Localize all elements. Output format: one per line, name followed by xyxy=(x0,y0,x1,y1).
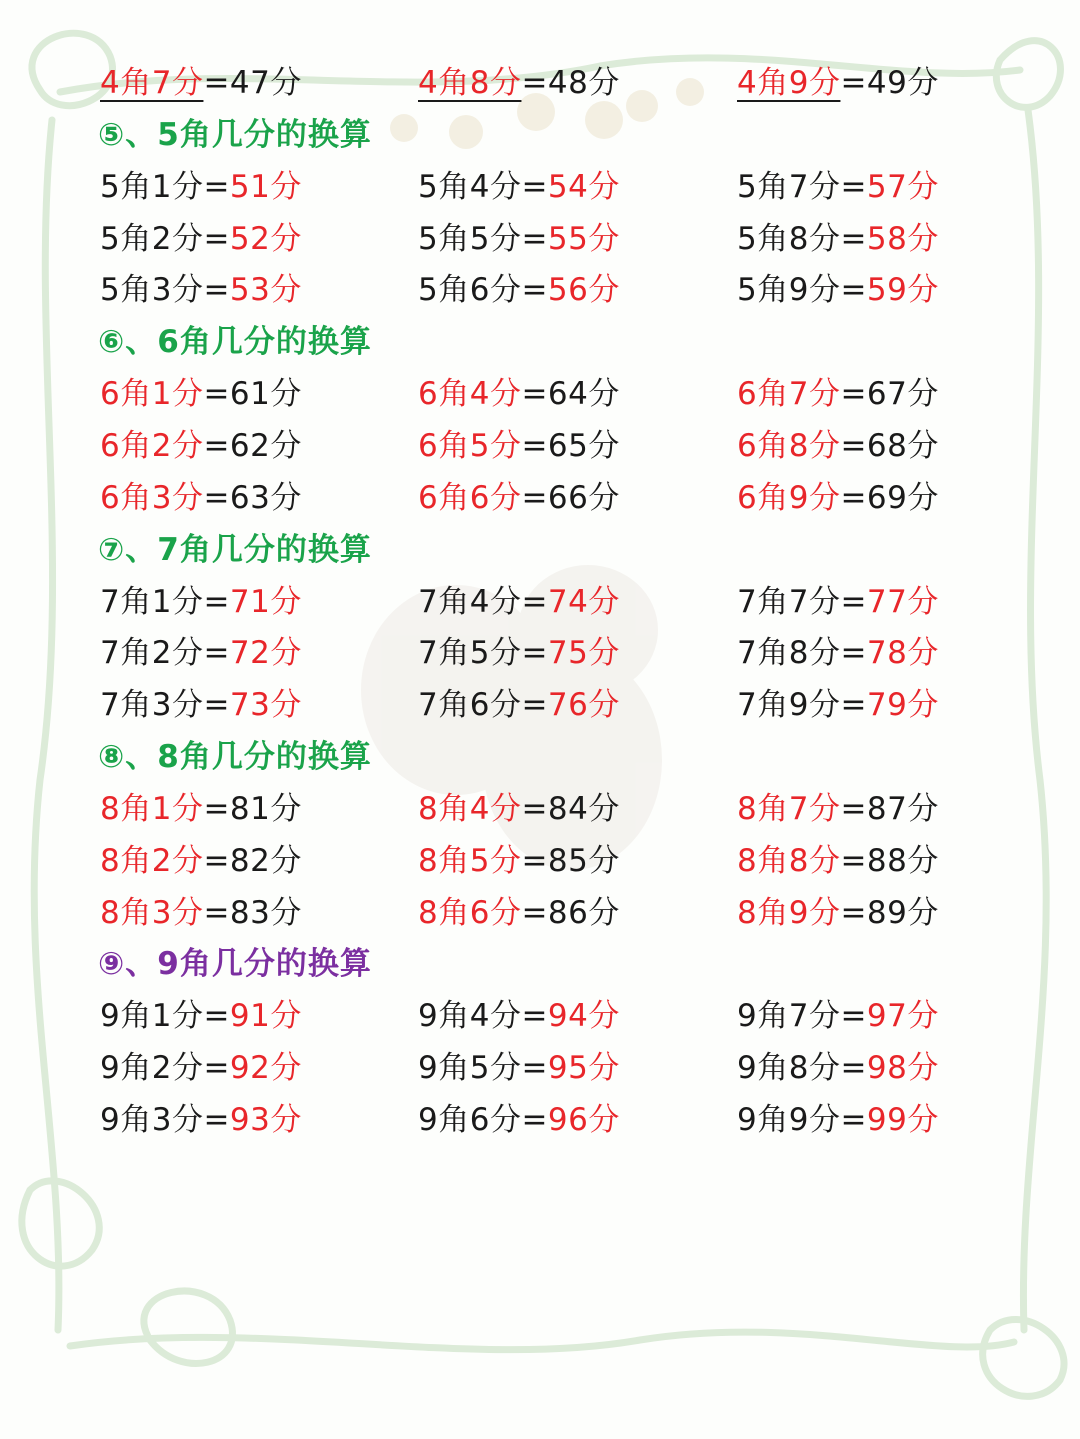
conversion-row xyxy=(0,990,1080,1042)
conversion-item xyxy=(100,420,302,472)
answer-value: 76分 xyxy=(547,687,620,724)
conversion-item xyxy=(100,990,302,1042)
conversion-row xyxy=(0,576,1080,628)
equation-prefix: 9角7分= xyxy=(737,998,867,1035)
answer-value: 77分 xyxy=(866,583,939,620)
equation-prefix: 5角7分= xyxy=(737,168,867,205)
given-value: 8角6分 xyxy=(418,894,522,931)
answer-value: 52分 xyxy=(229,220,302,257)
equation-prefix: 5角5分= xyxy=(418,220,548,257)
conversion-item xyxy=(418,472,620,524)
answer-value: 59分 xyxy=(866,272,939,309)
conversion-item xyxy=(418,783,620,835)
equation-prefix: 9角8分= xyxy=(737,1050,867,1087)
equation-result: =89分 xyxy=(840,894,939,931)
equation-prefix: 5角2分= xyxy=(100,220,230,257)
equation-result: =63分 xyxy=(203,479,302,516)
conversion-item xyxy=(100,1042,302,1094)
given-value: 6角2分 xyxy=(100,427,204,464)
section-heading: ⑧、8角几分的换算 xyxy=(98,739,372,776)
equation-result: =48分 xyxy=(521,65,620,101)
conversion-item xyxy=(737,679,939,731)
answer-value: 75分 xyxy=(547,635,620,672)
conversion-item xyxy=(418,576,620,628)
given-value: 8角1分 xyxy=(100,790,204,827)
equation-prefix: 5角1分= xyxy=(100,168,230,205)
conversion-item xyxy=(100,887,302,939)
conversion-row xyxy=(0,420,1080,472)
equation-prefix: 9角5分= xyxy=(418,1050,548,1087)
conversion-item xyxy=(418,368,620,420)
answer-value: 58分 xyxy=(866,220,939,257)
answer-value: 57分 xyxy=(866,168,939,205)
answer-value: 72分 xyxy=(229,635,302,672)
equation-result: =86分 xyxy=(521,894,620,931)
answer-value: 96分 xyxy=(547,1102,620,1138)
equation-result: =81分 xyxy=(203,790,302,827)
equation-result: =82分 xyxy=(203,842,302,879)
conversion-item xyxy=(418,627,620,679)
conversion-row xyxy=(0,1042,1080,1094)
answer-value: 79分 xyxy=(866,687,939,724)
equation-result: =47分 xyxy=(203,65,302,101)
equation-result: =65分 xyxy=(521,427,620,464)
given-value: 8角2分 xyxy=(100,842,204,879)
equation-result: =62分 xyxy=(203,427,302,464)
conversion-item xyxy=(418,213,620,265)
equation-result: =69分 xyxy=(840,479,939,516)
given-value: 6角3分 xyxy=(100,479,204,516)
conversion-item xyxy=(100,1094,302,1146)
conversion-row xyxy=(0,213,1080,265)
equation-prefix: 9角9分= xyxy=(737,1102,867,1138)
equation-prefix: 9角2分= xyxy=(100,1050,230,1087)
answer-value: 95分 xyxy=(547,1050,620,1087)
section-heading: ⑦、7角几分的换算 xyxy=(98,531,372,568)
equation-prefix: 7角1分= xyxy=(100,583,230,620)
given-value: 6角7分 xyxy=(737,376,841,413)
conversion-row xyxy=(0,264,1080,316)
conversion-item xyxy=(737,264,939,316)
answer-value: 53分 xyxy=(229,272,302,309)
equation-prefix: 9角4分= xyxy=(418,998,548,1035)
given-value: 6角8分 xyxy=(737,427,841,464)
given-value: 4角8分 xyxy=(418,65,522,101)
conversion-row xyxy=(0,472,1080,524)
given-value: 4角7分 xyxy=(100,65,204,101)
conversion-item xyxy=(100,627,302,679)
equation-result: =68分 xyxy=(840,427,939,464)
equation-prefix: 5角6分= xyxy=(418,272,548,309)
conversion-item xyxy=(737,990,939,1042)
equation-prefix: 9角6分= xyxy=(418,1102,548,1138)
equation-prefix: 5角9分= xyxy=(737,272,867,309)
answer-value: 92分 xyxy=(229,1050,302,1087)
conversion-item xyxy=(737,57,939,109)
equation-result: =66分 xyxy=(521,479,620,516)
equation-prefix: 7角6分= xyxy=(418,687,548,724)
answer-value: 71分 xyxy=(229,583,302,620)
equation-result: =87分 xyxy=(840,790,939,827)
conversion-item xyxy=(418,420,620,472)
conversion-row xyxy=(0,1094,1080,1146)
equation-result: =49分 xyxy=(840,65,939,101)
equation-prefix: 7角5分= xyxy=(418,635,548,672)
answer-value: 99分 xyxy=(866,1102,939,1138)
conversion-item xyxy=(100,576,302,628)
equation-prefix: 7角9分= xyxy=(737,687,867,724)
conversion-item xyxy=(100,57,302,109)
equation-prefix: 7角7分= xyxy=(737,583,867,620)
conversion-item xyxy=(737,576,939,628)
conversion-item xyxy=(100,472,302,524)
given-value: 6角6分 xyxy=(418,479,522,516)
conversion-item xyxy=(418,57,620,109)
answer-value: 93分 xyxy=(229,1102,302,1138)
conversion-item xyxy=(418,1094,620,1146)
answer-value: 94分 xyxy=(547,998,620,1035)
section-heading: ⑨、9角几分的换算 xyxy=(98,946,372,983)
conversion-item xyxy=(100,213,302,265)
given-value: 6角4分 xyxy=(418,376,522,413)
answer-value: 91分 xyxy=(229,998,302,1035)
given-value: 8角8分 xyxy=(737,842,841,879)
conversion-row xyxy=(0,627,1080,679)
answer-value: 74分 xyxy=(547,583,620,620)
answer-value: 73分 xyxy=(229,687,302,724)
conversion-row xyxy=(0,887,1080,939)
conversion-item xyxy=(737,472,939,524)
answer-value: 98分 xyxy=(866,1050,939,1087)
given-value: 6角1分 xyxy=(100,376,204,413)
conversion-item xyxy=(100,835,302,887)
equation-prefix: 7角4分= xyxy=(418,583,548,620)
conversion-item xyxy=(737,783,939,835)
answer-value: 55分 xyxy=(547,220,620,257)
equation-result: =88分 xyxy=(840,842,939,879)
answer-value: 56分 xyxy=(547,272,620,309)
conversion-row xyxy=(0,835,1080,887)
conversion-item xyxy=(100,161,302,213)
conversion-item xyxy=(100,679,302,731)
given-value: 8角9分 xyxy=(737,894,841,931)
equation-prefix: 5角3分= xyxy=(100,272,230,309)
equation-result: =83分 xyxy=(203,894,302,931)
given-value: 4角9分 xyxy=(737,65,841,101)
equation-prefix: 7角3分= xyxy=(100,687,230,724)
conversion-item xyxy=(737,213,939,265)
conversion-item xyxy=(418,161,620,213)
given-value: 6角5分 xyxy=(418,427,522,464)
conversion-item xyxy=(737,835,939,887)
equation-prefix: 7角8分= xyxy=(737,635,867,672)
equation-prefix: 9角3分= xyxy=(100,1102,230,1138)
conversion-item xyxy=(100,368,302,420)
answer-value: 97分 xyxy=(866,998,939,1035)
equation-result: =64分 xyxy=(521,376,620,413)
section-heading: ⑤、5角几分的换算 xyxy=(98,116,372,153)
conversion-row xyxy=(0,161,1080,213)
conversion-item xyxy=(100,264,302,316)
equation-prefix: 5角4分= xyxy=(418,168,548,205)
conversion-item xyxy=(737,1094,939,1146)
conversion-row xyxy=(0,368,1080,420)
conversion-item xyxy=(737,161,939,213)
answer-value: 54分 xyxy=(547,168,620,205)
conversion-item xyxy=(100,783,302,835)
answer-value: 78分 xyxy=(866,635,939,672)
equation-result: =61分 xyxy=(203,376,302,413)
conversion-item xyxy=(418,1042,620,1094)
conversion-item xyxy=(418,835,620,887)
conversion-item xyxy=(737,420,939,472)
answer-value: 51分 xyxy=(229,168,302,205)
conversion-item xyxy=(418,990,620,1042)
equation-prefix: 9角1分= xyxy=(100,998,230,1035)
equation-result: =85分 xyxy=(521,842,620,879)
conversion-item xyxy=(418,264,620,316)
conversion-item xyxy=(737,627,939,679)
conversion-item xyxy=(737,368,939,420)
conversion-row xyxy=(0,783,1080,835)
equation-result: =84分 xyxy=(521,790,620,827)
conversion-row xyxy=(0,679,1080,731)
given-value: 8角4分 xyxy=(418,790,522,827)
equation-prefix: 5角8分= xyxy=(737,220,867,257)
conversion-row xyxy=(0,57,1080,109)
given-value: 8角5分 xyxy=(418,842,522,879)
equation-prefix: 7角2分= xyxy=(100,635,230,672)
given-value: 8角3分 xyxy=(100,894,204,931)
conversion-item xyxy=(737,1042,939,1094)
conversion-item xyxy=(418,679,620,731)
given-value: 6角9分 xyxy=(737,479,841,516)
equation-result: =67分 xyxy=(840,376,939,413)
section-heading: ⑥、6角几分的换算 xyxy=(98,324,372,361)
given-value: 8角7分 xyxy=(737,790,841,827)
conversion-item xyxy=(418,887,620,939)
conversion-item xyxy=(737,887,939,939)
